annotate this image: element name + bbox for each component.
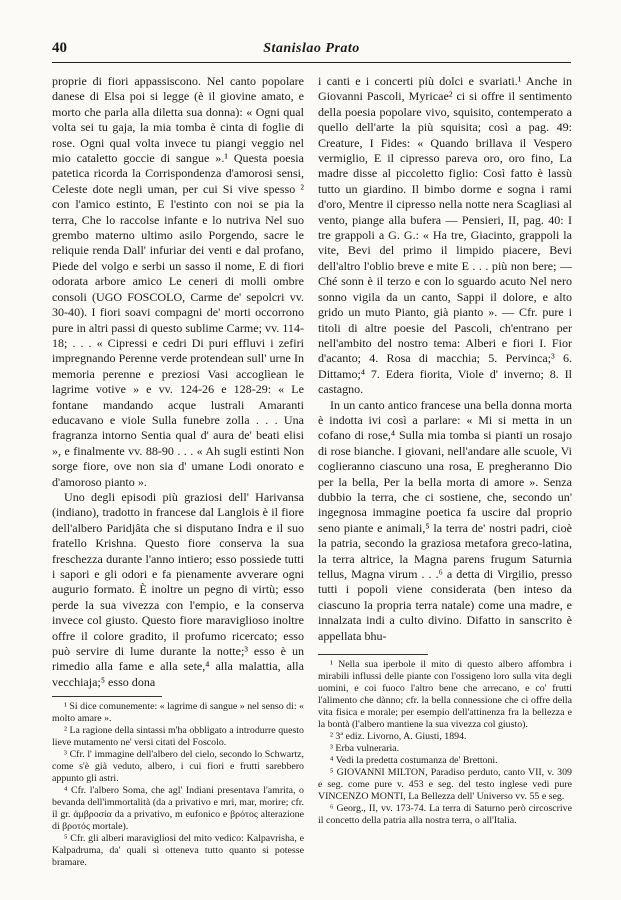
footnote: ² La ragione della sintassi m'ha obbligato a introdurre questo lieve mutamento ne' versi citati del Foscolo. — [52, 725, 304, 749]
footnote-divider — [318, 654, 428, 655]
right-paragraph-1: i canti e i concerti più dolci e svariati.¹ Anche in Giovanni Pascoli, Myricae² ci si offre il sentimento della poesia popolare vivo, squisito, contemperato a quello dell'arte la più squisita; così a pag. 49: Creature, I Fides: « Quando brillava il Vespero vermiglio, E il cipresso pareva oro, oro fino, La madre disse al piccoletto figlio: Così fatto è lassù tutto un giardino. Il bimbo dorme e sogna i rami d'oro, Mentre il cipresso nella notte nera Scagliasi al vento, piange alla bufera — Pensieri, II, pag. 40: I tre grappoli a G. G.: « Ha tre, Giacinto, grappoli la vite, Bevi del primo il limpido piacere, Bevi dell'altro l'oblio breve e mite E . . . più non bere; — Ché sonn è il terzo e con lo sguardo acuto Nel nero sonno vigila da un canto, Sappi il dolore, e alto grido un muto Pianto, già pianto ». — Cfr. pure i titoli di altre poesie del Pascoli, ch'entrano per nell'ambito del nostro tema: Alberi e fiori I. Fior d'acanto; 4. Rosa di macchia; 5. Pervinca;³ 6. Dittamo;⁴ 7. Edera fiorita, Viole d' inverno; 8. Il castagno. — [318, 74, 572, 397]
left-column — [52, 74, 304, 869]
right-footnotes — [318, 659, 572, 827]
footnote: ⁵ GIOVANNI MILTON, Paradiso perduto, canto VII, v. 309 e seg. come pure v. 453 e seg. del testo inglese vedi pure VINCENZO MONTI, La Bellezza dell' Universo vv. 55 e seg. — [318, 767, 572, 803]
running-head: Stanislao Prato — [263, 41, 360, 56]
left-paragraph-1: proprie di fiori appassiscono. Nel canto popolare danese di Elsa poi si legge (è il giovine amato, e morto che parla alla diletta sua donna): « Ogni qual volta sei tu gaja, la mia tomba è cinta di foglie di rose. Ogni qual volta invece tu piangi veggio nel mio cataletto goccie di sangue ».¹ Questa poesia patetica ricorda la Corrispondenza d'amorosi sensi, Celeste dote negli uman, per cui Si vive spesso ² con l'amico estinto, E l'estinto con noi se pia la terra, Che lo raccolse infante e lo nutriva Nel suo grembo materno ultimo asilo Porgendo, sacre le reliquie renda Dall' infuriar dei venti e dal profano, Piede del volgo e serbi un sasso il nome, E di fiori odorata arbore amico Le ceneri di molli ombre consoli (UGO FOSCOLO, Carme de' sepolcri vv. 30-40). I fiori soavi compagni de' morti occorrono pure in altri passi di questo sublime Carme; vv. 114-18; . . . « Cipressi e cedri Di puri effluvi i zefiri impregnando Perenne verde protendean sull' urne In memoria perenne e preziosi Vasi accoglìean le lagrime votive » e vv. 124-26 e 128-29: « Le fontane mandando acque lustrali Amaranti educavano e viole Sulla funebre zolla . . . Una fragranza intorno Sentia qual d' aura de' beati elisi », e finalmente vv. 88-90 . . . « Ah sugli estinti Non sorge fiore, ove non sia d' umane Lodi onorato e d'amoroso pianto ». — [52, 74, 304, 489]
footnote: ³ Erba vulneraria. — [330, 743, 400, 755]
footnote: ⁵ Cfr. gli alberi maravigliosi del mito vedico: Kalpavrisha, e Kalpadruma, da' quali si otteneva tutto quanto si potesse bramare. — [52, 833, 304, 869]
left-paragraph-2: Uno degli episodi più graziosi dell' Harivansa (indiano), tradotto in francese dal Langlois è il fiore dell'albero Paridjâta che si disputano Indra e il suo fratello Krishna. Questo fiore conserva la sua freschezza durante l'anno intiero; esso possiede tutti i sapori e gli odori e fa pienamente avverare ogni augurio formato. È inoltre un pegno di virtù; esso perde la sua vivezza con l'empio, e la conserva invece col giusto. Questo fiore maraviglioso inoltre offre il colore gradito, il profumo ricercato; esso può servire di lume durante la notte;³ esso è un rimedio alla fame e alla sete,⁴ alla malattia, alla vecchiaja;⁵ esso dona — [52, 489, 304, 689]
right-body-text — [318, 74, 572, 644]
footnote: ¹ Nella sua iperbole il mito di questo albero affombra i mirabili influssi delle piante con l'ossigeno loro sulla vita degli uomini, e coi fuoco l'altro bene che arrecano, e co' frutti l'alimento che dànno; cfr. la bella connessione che ci offre della vita fisica e morale; per esempio dell'attinenza fra la bellezza e la bontà (l'albero mantiene la sua vivezza col giusto). — [318, 659, 572, 731]
right-column — [318, 74, 572, 827]
footnote: ⁴ Vedi la predetta costumanza de' Brettoni. — [330, 755, 498, 767]
footnote: ³ Cfr. l' immagine dell'albero del cielo, secondo lo Schwartz, come s'è già veduto, albero, i cui fiori e frutti sarebbero appunto gli astri. — [52, 749, 304, 785]
left-footnotes — [52, 701, 304, 869]
right-paragraph-2: In un canto antico francese una bella donna morta è indotta ivi così a parlare: « Mi si metta in un cofano di rose,⁴ Sulla mia tomba si pianti un rosajo di rose bianche. I giovani, nell'andare alle scuole, Vi coglieranno ciascuno una rosa, E pregheranno Dio per la bella, Per la bella morta di amore ». Senza dubbio la terra, che ci sostiene, che, secondo un' ingegnosa immagine poetica fa uscire dal proprio seno piante e animali,⁵ la terra de' nostri padri, cioè la patria, secondo la graziosa metafora greco-latina, la terra altrice, la Magna parens frugum Saturnia tellus, Magna virum . . .⁶ a detta di Virgilio, presso tutti i popoli viene considerata (ben inteso da ciascuno la propria terra natale) come una madre, e innalzata indi a culto divino. Difatto in sanscrito è appellata bhu- — [318, 397, 572, 643]
left-body-text — [52, 74, 304, 690]
footnote-divider — [52, 696, 162, 697]
footnote: ¹ Si dice comunemente: « lagrime di sangue » nel senso di: « molto amare ». — [52, 701, 304, 725]
footnote: ⁴ Cfr. l'albero Soma, che agl' Indiani presentava l'amrita, o bevanda dell'immortalità (da a privativo e mri, mar, morire; cfr. il gr. ἀμβροσία da a privativo, m eufonico e βρότος alterazione di βροτός mortale). — [52, 785, 304, 833]
page-number: 40 — [52, 40, 67, 56]
footnote: ² 3ª ediz. Livorno, A. Giusti, 1894. — [330, 731, 467, 743]
footnote: ⁶ Georg., II, vv. 173-74. La terra di Saturno però circoscrive il concetto della patria alla nostra terra, o all'Italia. — [318, 803, 572, 827]
page-header — [52, 40, 571, 63]
